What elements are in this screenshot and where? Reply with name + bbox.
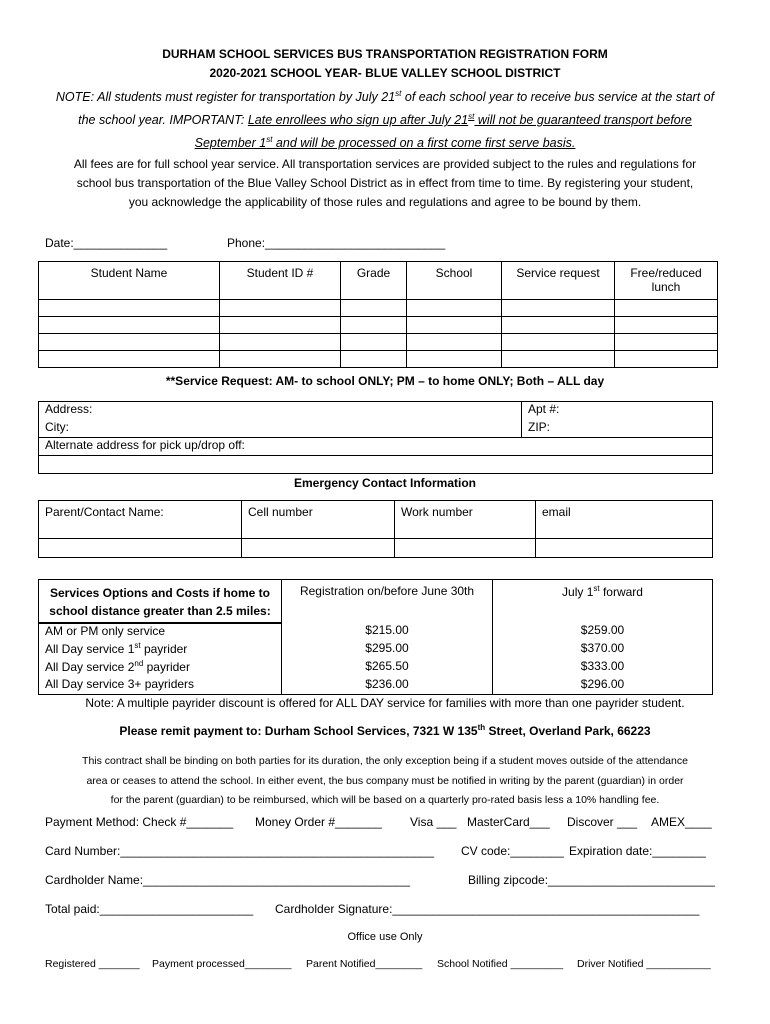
price-late: $333.00: [493, 659, 713, 677]
intro-paragraph: All fees are for full school year service. All transportation services are provided subject to the rules and regulations for school bus transportation of the Blue Valley School District as in effect from time to time. By registering your student, you acknowledge the applicability of those rules and regulations and agree to be bound by them.: [73, 157, 697, 209]
price-early: $265.50: [282, 659, 493, 677]
check-field[interactable]: Payment Method: Check #_______: [45, 815, 234, 829]
table-row[interactable]: [39, 351, 718, 368]
payrider-discount-note: Note: A multiple payrider discount is offered for ALL DAY service for families with more than one payrider student.: [85, 696, 685, 710]
student-table: [38, 261, 718, 368]
total-paid-field[interactable]: Total paid:_______________________: [45, 902, 254, 916]
expiration-date-field[interactable]: Expiration date:________: [569, 844, 706, 858]
cardholder-signature-field[interactable]: Cardholder Signature:______________________________________________: [275, 902, 700, 916]
col-student-name: Student Name: [39, 262, 220, 300]
phone-field[interactable]: Phone:___________________________: [227, 236, 446, 250]
office-use-title: Office use Only: [347, 931, 423, 943]
price-late: $296.00: [493, 677, 713, 695]
apt-field[interactable]: Apt #:: [522, 402, 713, 420]
col-cell-number: Cell number: [242, 501, 395, 539]
mastercard-option[interactable]: MasterCard___: [467, 815, 550, 829]
table-row: AM or PM only service $215.00 $259.00: [39, 623, 713, 641]
table-row[interactable]: [39, 300, 718, 317]
table-row: All Day service 3+ payriders $236.00 $296.00: [39, 677, 713, 695]
col-email: email: [536, 501, 713, 539]
amex-option[interactable]: AMEX____: [651, 815, 712, 829]
col-student-id: Student ID #: [220, 262, 341, 300]
price-early: $236.00: [282, 677, 493, 695]
table-row[interactable]: [39, 317, 718, 334]
table-row[interactable]: [39, 334, 718, 351]
costs-header-options: Services Options and Costs if home to school distance greater than 2.5 miles:: [39, 580, 282, 623]
form-title: DURHAM SCHOOL SERVICES BUS TRANSPORTATION REGISTRATION FORM: [162, 47, 608, 61]
price-early: $295.00: [282, 641, 493, 659]
city-field[interactable]: City:: [39, 420, 522, 438]
cardholder-name-field[interactable]: Cardholder Name:________________________________________: [45, 873, 410, 887]
col-work-number: Work number: [395, 501, 536, 539]
col-service-request: Service request: [502, 262, 615, 300]
costs-header-early: Registration on/before June 30th: [282, 580, 493, 623]
price-early: $215.00: [282, 623, 493, 641]
date-field[interactable]: Date:______________: [45, 236, 168, 250]
emergency-contact-table: [38, 500, 713, 558]
col-free-reduced-lunch: Free/reduced lunch: [615, 262, 718, 300]
billing-zipcode-field[interactable]: Billing zipcode:_________________________: [468, 873, 715, 887]
school-year-title: 2020-2021 SCHOOL YEAR- BLUE VALLEY SCHOOL DISTRICT: [209, 66, 561, 80]
payment-processed-field[interactable]: Payment processed________: [152, 958, 292, 970]
emergency-title: Emergency Contact Information: [293, 476, 477, 490]
service-request-note: **Service Request: AM- to school ONLY; PM – to home ONLY; Both – ALL day: [165, 374, 605, 388]
registered-field[interactable]: Registered _______: [45, 958, 140, 970]
card-number-field[interactable]: Card Number:_______________________________________________: [45, 844, 435, 858]
zip-field[interactable]: ZIP:: [522, 420, 713, 438]
contract-paragraph: This contract shall be binding on both parties for its duration, the only exception being if a student moves outside of the attendance area or ceases to attend the school. In either event, the bus company must be notified in writing by the parent (guardian) in order for the parent (guardian) to be reimbursed, which will be based on a quarterly pro-rated basis less a 10% handling fee.: [82, 755, 688, 806]
table-row: All Day service 1st payrider $295.00 $370.00: [39, 641, 713, 659]
visa-option[interactable]: Visa ___: [410, 815, 457, 829]
address-field[interactable]: Address:: [39, 402, 522, 420]
col-grade: Grade: [341, 262, 407, 300]
alternate-address-field[interactable]: Alternate address for pick up/drop off:: [39, 438, 713, 456]
col-parent-contact-name: Parent/Contact Name:: [39, 501, 242, 539]
address-table: [38, 401, 713, 474]
student-table-header: [39, 262, 718, 300]
table-row[interactable]: [39, 539, 713, 558]
price-late: $259.00: [493, 623, 713, 641]
remit-payment-address: Please remit payment to: Durham School Services, 7321 W 135th Street, Overland Park, 66223: [119, 723, 651, 738]
price-late: $370.00: [493, 641, 713, 659]
cv-code-field[interactable]: CV code:________: [461, 844, 564, 858]
alternate-address-line[interactable]: [39, 456, 713, 474]
discover-option[interactable]: Discover ___: [567, 815, 638, 829]
costs-table: [38, 579, 713, 695]
registration-note: NOTE: All students must register for transportation by July 21st of each school year to receive bus service at the start of the school year. IMPORTANT: Late enrollees who sign up after July 21st will not be guaranteed transport before September 1st and will be processed on a first come first serve basis.: [55, 89, 715, 151]
money-order-field[interactable]: Money Order #_______: [255, 815, 382, 829]
parent-notified-field[interactable]: Parent Notified________: [306, 958, 423, 970]
table-row: All Day service 2nd payrider $265.50 $333.00: [39, 659, 713, 677]
costs-header-late: July 1st forward: [493, 580, 713, 623]
col-school: School: [407, 262, 502, 300]
driver-notified-field[interactable]: Driver Notified ___________: [577, 958, 711, 970]
school-notified-field[interactable]: School Notified _________: [437, 958, 564, 970]
